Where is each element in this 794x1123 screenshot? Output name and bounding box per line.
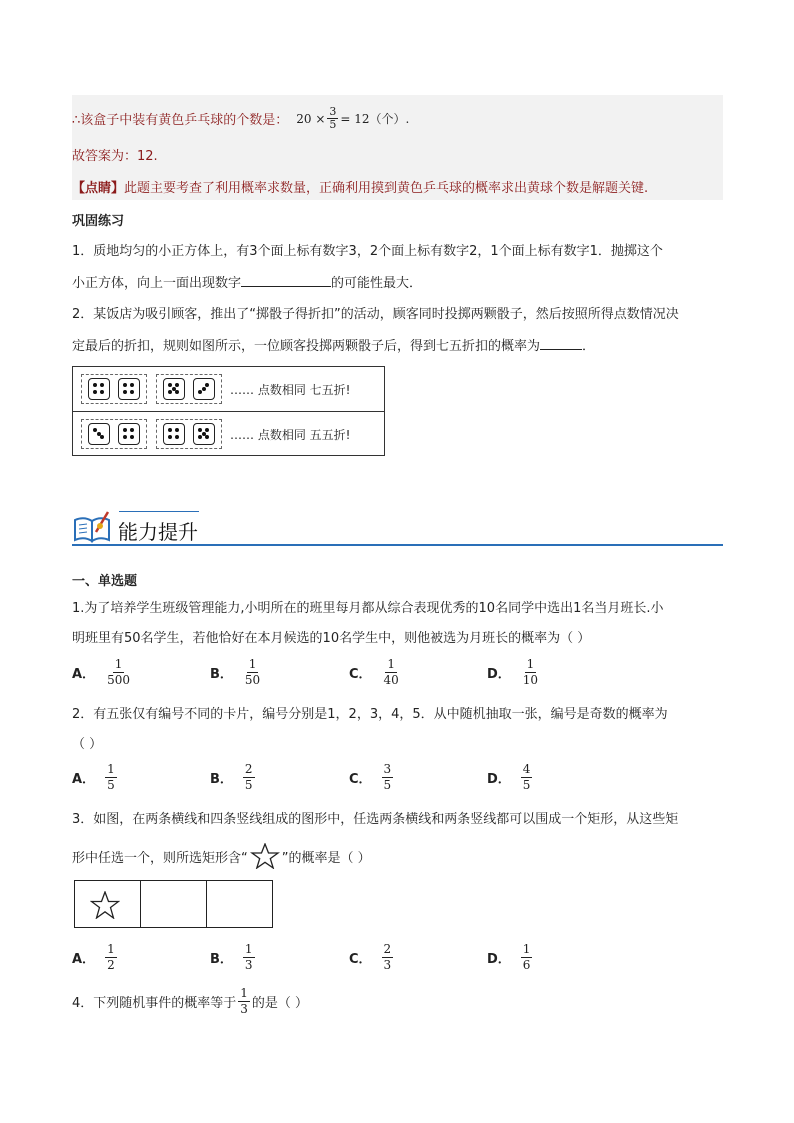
fraction-denominator: 6 xyxy=(522,958,531,972)
fraction-numerator: 1 xyxy=(107,942,115,956)
fraction-numerator: 1 xyxy=(107,762,115,776)
sc-q2-line2: （ ） xyxy=(72,737,103,752)
option-fraction xyxy=(382,657,401,688)
practice-heading: 巩固练习 xyxy=(72,214,125,229)
option-label: A． xyxy=(72,667,96,682)
answer-expr-lead: 20 × xyxy=(296,111,326,126)
fraction-numerator: 1 xyxy=(248,657,257,671)
fraction-numerator: 1 xyxy=(387,657,395,671)
option-c[interactable] xyxy=(349,657,403,688)
option-d[interactable] xyxy=(487,657,542,688)
fraction-denominator: 10 xyxy=(522,673,539,687)
answer-line-1-text: ∴该盒子中装有黄色乒乓球的个数是： xyxy=(72,113,289,128)
die-five-icon xyxy=(193,423,215,445)
option-fraction xyxy=(243,657,262,688)
fraction-denominator: 5 xyxy=(383,778,392,792)
star-icon xyxy=(250,843,280,869)
sc-q3-line2-a: 形中任选一个，则所选矩形含“ xyxy=(72,850,248,866)
option-b[interactable] xyxy=(210,942,257,973)
fraction-denominator: 5 xyxy=(244,778,253,792)
option-fraction xyxy=(105,657,132,688)
dice-rule-text: …… 点数相同 五五折! xyxy=(230,428,351,442)
fraction-denominator: 3 xyxy=(240,1002,248,1016)
answer-line-1 xyxy=(72,106,409,131)
dice-pair-group xyxy=(81,419,147,449)
option-label: C． xyxy=(349,772,372,787)
rectangle-grid-figure xyxy=(74,880,273,928)
dice-pair-group xyxy=(156,419,222,449)
practice-q2-line1: 2．某饭店为吸引顾客，推出了“掷骰子得折扣”的活动，顾客同时投掷两颗骰子，然后按照所得点数情况决 xyxy=(72,307,679,322)
option-label: B． xyxy=(210,952,233,967)
fraction-numerator: 3 xyxy=(383,762,392,776)
option-label: A． xyxy=(72,952,96,967)
option-label: B． xyxy=(210,667,233,682)
die-five-icon xyxy=(163,378,185,400)
sc-q1-line2: 明班里有50名学生，若他恰好在本月候选的10名学生中，则他被选为月班长的概率为（ ） xyxy=(72,631,591,646)
option-label: D． xyxy=(487,772,511,787)
option-fraction xyxy=(521,762,533,793)
dice-pair-group xyxy=(156,374,222,404)
section-underline xyxy=(72,544,723,546)
fraction-denominator: 3 xyxy=(244,958,253,972)
option-label: A． xyxy=(72,772,96,787)
fraction-denominator: 5 xyxy=(107,778,115,792)
sc-q4-text-b: 的是（ ） xyxy=(251,996,309,1011)
option-fraction xyxy=(105,762,117,793)
section-title: 能力提升 xyxy=(118,520,198,544)
die-three-icon xyxy=(88,423,110,445)
option-label: C． xyxy=(349,667,372,682)
option-c[interactable] xyxy=(349,762,395,793)
fraction-numerator: 1 xyxy=(114,657,123,671)
sc-q4-line xyxy=(72,986,308,1017)
sc-q3-line2-b: ”的概率是（ ） xyxy=(281,850,371,866)
fraction-numerator: 2 xyxy=(244,762,253,776)
dice-rule-text: …… 点数相同 七五折! xyxy=(230,383,351,397)
section-top-rule xyxy=(119,511,199,512)
option-label: B． xyxy=(210,772,233,787)
q4-fraction xyxy=(238,986,250,1017)
single-choice-heading: 一、单选题 xyxy=(72,574,138,589)
fraction-numerator: 4 xyxy=(522,762,531,776)
grid-cell xyxy=(141,881,207,927)
option-fraction xyxy=(243,942,255,973)
option-label: D． xyxy=(487,952,511,967)
fraction-denominator: 3 xyxy=(383,958,392,972)
die-three-icon xyxy=(193,378,215,400)
die-four-icon xyxy=(88,378,110,400)
option-label: C． xyxy=(349,952,372,967)
option-b[interactable] xyxy=(210,657,264,688)
practice-q1-line2 xyxy=(72,272,422,291)
option-fraction xyxy=(243,762,255,793)
sc-q1-line1: 1.为了培养学生班级管理能力,小明所在的班里每月都从综合表现优秀的10名同学中选出1名当月班长.小 xyxy=(72,601,664,616)
fraction-denominator: 2 xyxy=(107,958,115,972)
fraction-numerator: 1 xyxy=(526,657,535,671)
die-four-icon xyxy=(118,378,140,400)
practice-q2-line2-b: ． xyxy=(582,339,596,354)
sc-q3-line2 xyxy=(72,843,371,869)
book-pen-icon xyxy=(72,510,112,544)
grid-cell xyxy=(207,881,272,927)
answer-blank[interactable] xyxy=(241,286,331,287)
fraction-denominator: 5 xyxy=(522,778,531,792)
answer-fraction xyxy=(327,106,338,131)
practice-q1-line2-b: 的可能性最大． xyxy=(331,276,423,291)
option-b[interactable] xyxy=(210,762,257,793)
practice-q2-line2-a: 定最后的折扣，规则如图所示，一位顾客投掷两颗骰子后，得到七五折扣的概率为 xyxy=(72,339,541,354)
sc-q3-line1: 3．如图，在两条横线和四条竖线组成的图形中，任选两条横线和两条竖线都可以围成一个矩形，从这些矩 xyxy=(72,812,679,827)
option-a[interactable] xyxy=(72,942,119,973)
fraction-numerator: 3 xyxy=(329,105,337,118)
option-a[interactable] xyxy=(72,762,119,793)
answer-line-2: 故答案为：12. xyxy=(72,149,158,164)
option-fraction xyxy=(105,942,117,973)
fraction-numerator: 1 xyxy=(522,942,531,956)
option-fraction xyxy=(521,942,533,973)
die-four-icon xyxy=(163,423,185,445)
fraction-numerator: 2 xyxy=(383,942,392,956)
practice-q1-line1: 1．质地均匀的小正方体上，有3个面上标有数字3，2个面上标有数字2，1个面上标有数字1．抛掷这个 xyxy=(72,244,663,259)
fraction-denominator: 40 xyxy=(383,673,399,687)
option-fraction xyxy=(521,657,540,688)
fraction-denominator: 50 xyxy=(244,673,261,687)
die-four-icon xyxy=(118,423,140,445)
fraction-numerator: 1 xyxy=(240,986,248,1000)
option-fraction xyxy=(382,942,394,973)
option-a[interactable] xyxy=(72,657,134,688)
option-fraction xyxy=(382,762,394,793)
comment-line xyxy=(72,177,648,196)
sc-q4-text-a: 4．下列随机事件的概率等于 xyxy=(72,996,237,1011)
sc-q2-line1: 2．有五张仅有编号不同的卡片，编号分别是1，2，3，4，5．从中随机抽取一张，编号是奇数的概率为 xyxy=(72,707,668,722)
dice-pair-group xyxy=(81,374,147,404)
fraction-denominator: 5 xyxy=(329,118,337,131)
answer-blank[interactable] xyxy=(540,349,582,350)
grid-cell xyxy=(75,881,141,927)
option-c[interactable] xyxy=(349,942,395,973)
dice-rule-row-2 xyxy=(73,411,384,456)
option-d[interactable] xyxy=(487,762,534,793)
fraction-numerator: 1 xyxy=(244,942,253,956)
comment-tag: 【点睛】 xyxy=(72,181,125,196)
option-label: D． xyxy=(487,667,511,682)
practice-q1-line2-a: 小正方体，向上一面出现数字 xyxy=(72,276,242,291)
fraction-denominator: 500 xyxy=(107,673,130,687)
practice-q2-line2 xyxy=(72,335,595,354)
comment-text: 此题主要考查了利用概率求数量，正确利用摸到黄色乒乓球的概率求出黄球个数是解题关键. xyxy=(124,181,649,196)
dice-rule-row-1 xyxy=(73,367,384,411)
star-icon xyxy=(90,891,120,919)
option-d[interactable] xyxy=(487,942,534,973)
answer-expr-tail: = 12（个）. xyxy=(340,112,410,126)
dice-rule-table xyxy=(72,366,385,456)
